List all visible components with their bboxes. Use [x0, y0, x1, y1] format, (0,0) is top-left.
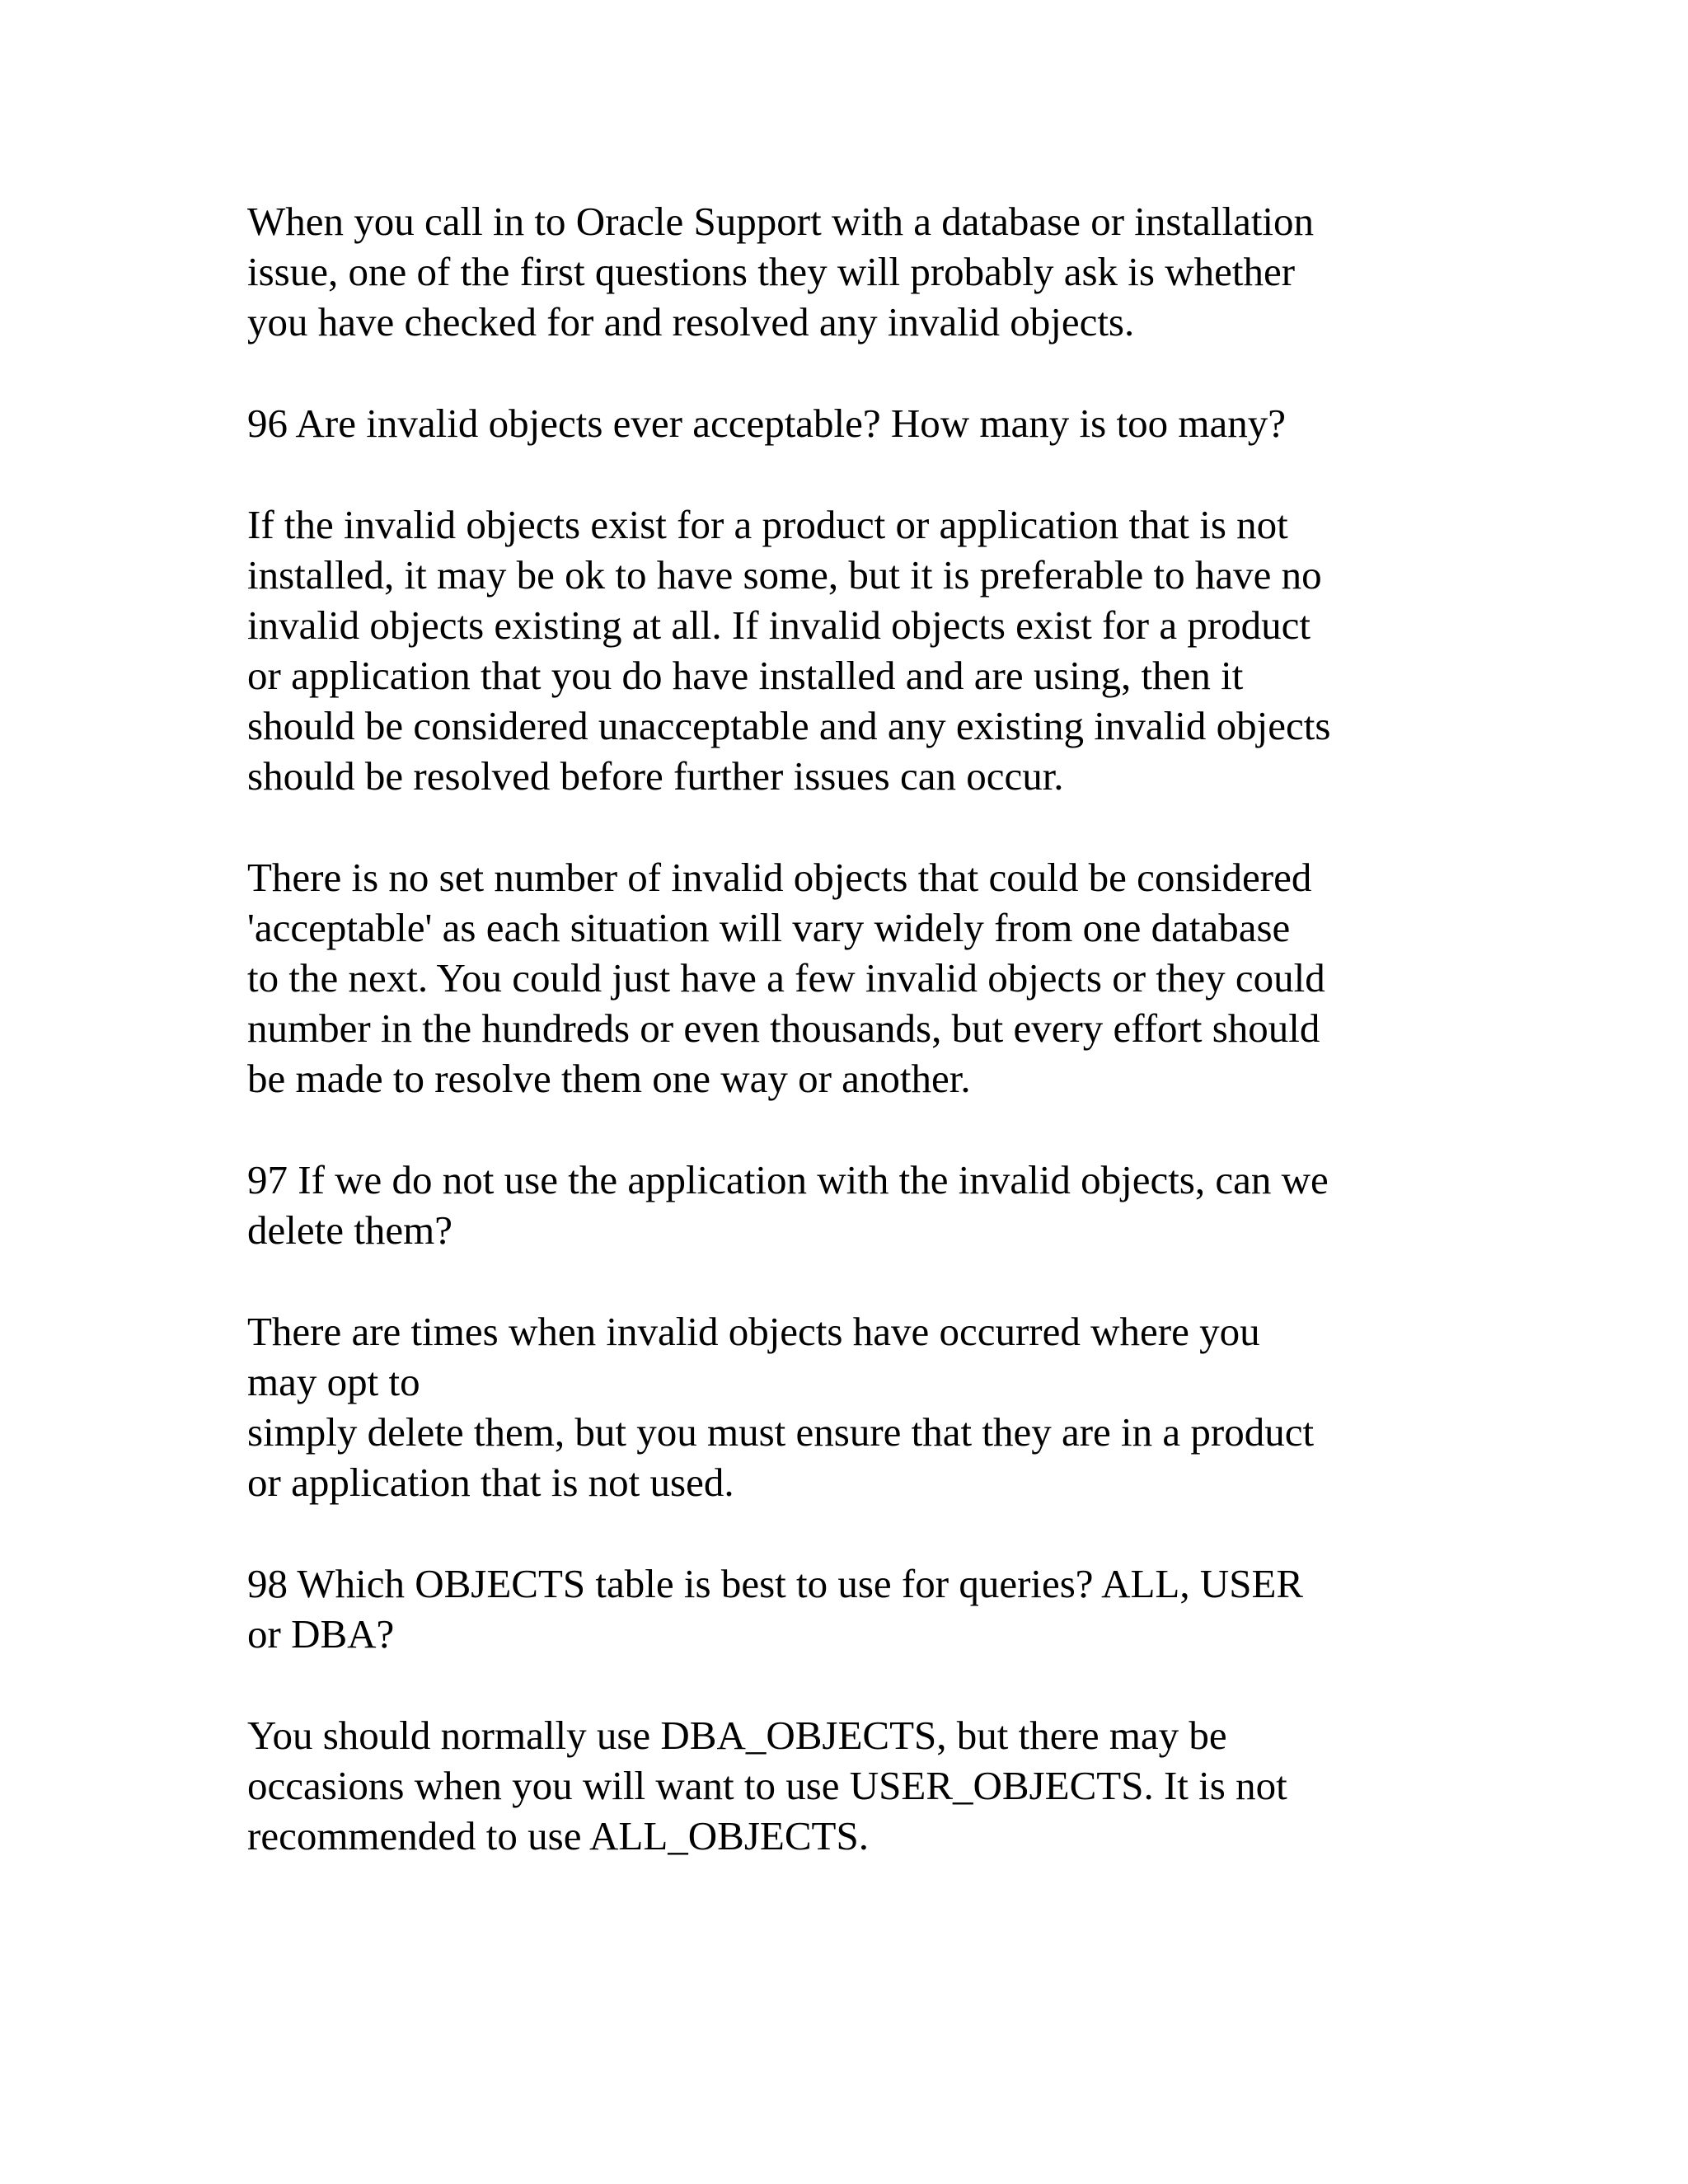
text-line: you have checked for and resolved any invalid objects. [247, 299, 1135, 344]
text-line: or application that you do have installed and are using, then it [247, 653, 1244, 698]
text-line: or DBA? [247, 1611, 395, 1657]
text-line: 96 Are invalid objects ever acceptable? How many is too many? [247, 401, 1286, 446]
text-line: delete them? [247, 1207, 452, 1253]
text-line: number in the hundreds or even thousands, but every effort should [247, 1005, 1320, 1051]
text-line: or application that is not used. [247, 1460, 734, 1505]
text-line: occasions when you will want to use USER_OBJECTS. It is not [247, 1763, 1287, 1808]
text-line: recommended to use ALL_OBJECTS. [247, 1813, 869, 1858]
document-page [247, 196, 1533, 1912]
answer-96-part-1 [247, 499, 1533, 801]
answer-98 [247, 1710, 1533, 1861]
text-line: 'acceptable' as each situation will vary widely from one database [247, 905, 1291, 950]
text-line: to the next. You could just have a few invalid objects or they could [247, 955, 1325, 1001]
text-line: You should normally use DBA_OBJECTS, but there may be [247, 1713, 1227, 1758]
text-line: There is no set number of invalid objects that could be considered [247, 855, 1312, 900]
intro-paragraph [247, 196, 1533, 347]
text-line: should be considered unacceptable and any existing invalid objects [247, 703, 1331, 748]
text-line: 98 Which OBJECTS table is best to use for queries? ALL, USER [247, 1561, 1304, 1606]
text-line: 97 If we do not use the application with the invalid objects, can we [247, 1157, 1329, 1202]
text-line: When you call in to Oracle Support with a database or installation [247, 199, 1315, 244]
question-98 [247, 1558, 1533, 1659]
text-line: should be resolved before further issues can occur. [247, 753, 1064, 799]
text-line: invalid objects existing at all. If invalid objects exist for a product [247, 602, 1311, 648]
question-97 [247, 1155, 1533, 1255]
text-line: If the invalid objects exist for a product or application that is not [247, 502, 1288, 547]
text-line: may opt to [247, 1359, 420, 1404]
answer-97 [247, 1306, 1533, 1507]
text-line: installed, it may be ok to have some, but it is preferable to have no [247, 552, 1322, 598]
question-96 [247, 398, 1533, 448]
text-line: issue, one of the first questions they will probably ask is whether [247, 249, 1296, 294]
answer-96-part-2 [247, 852, 1533, 1104]
text-line: be made to resolve them one way or another. [247, 1056, 971, 1101]
text-line: simply delete them, but you must ensure that they are in a product [247, 1409, 1315, 1455]
text-line: There are times when invalid objects have occurred where you [247, 1309, 1260, 1354]
